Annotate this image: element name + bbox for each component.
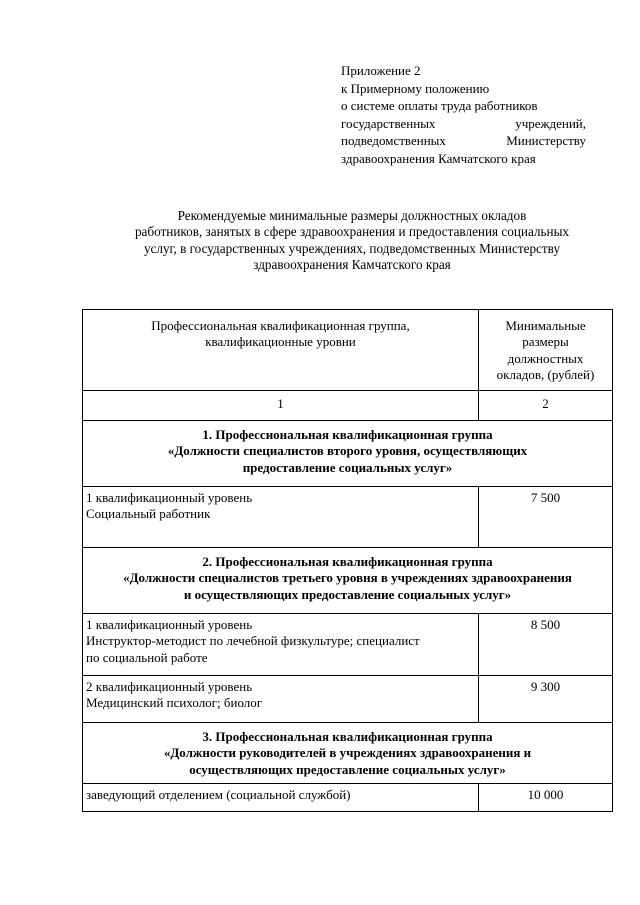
header-cell-salary [479,310,613,391]
title-line: Рекомендуемые минимальные размеры должностных окладов [177,208,527,223]
position-list: Медицинский психолог; биолог [86,695,263,711]
position-list: Социальный работник [86,506,211,522]
appendix-word: подведомственных [341,133,446,148]
header-text: Профессиональная квалификационная группа, [151,318,410,333]
group-heading-line: предоставление социальных услуг» [242,459,453,475]
header-text: окладов, (рублей) [496,366,595,382]
group-heading [83,421,613,487]
appendix-word: Министерству [506,133,586,148]
appendix-block [341,62,586,167]
group-heading [83,723,613,784]
level-label: 1 квалификационный уровень [86,617,253,632]
appendix-word: государственных [341,115,436,131]
salary-value: 8 500 [479,614,613,676]
level-cell [83,487,479,548]
column-number-row [83,391,613,421]
appendix-line: к Примерному положению [341,80,490,96]
level-label: заведующий отделением (социальной службой) [86,787,351,802]
table-row [83,614,613,676]
appendix-line [341,115,586,133]
title-line: здравоохранения Камчатского края [253,256,451,272]
salary-value: 7 500 [479,487,613,548]
level-cell [83,614,479,676]
group-heading-line: и осуществляющих предоставление социальных услуг» [183,586,512,602]
column-number: 2 [479,391,613,421]
header-cell-group [83,310,479,391]
appendix-line: о системе оплаты труда работников [341,98,538,113]
level-cell [83,676,479,723]
table-row [83,487,613,548]
level-label: 2 квалификационный уровень [86,679,253,694]
appendix-line [341,132,586,150]
title-line: работников, занятых в сфере здравоохранения и предоставления социальных [134,224,570,240]
appendix-line: здравоохранения Камчатского края [341,150,536,166]
column-number: 1 [83,391,479,421]
group-heading-line: 1. Профессиональная квалификационная группа [202,427,493,442]
salary-table [82,309,613,812]
group-heading-row [83,548,613,614]
level-cell [83,784,479,812]
group-heading-line: 3. Профессиональная квалификационная группа [202,729,493,744]
group-heading-line: «Должности специалистов второго уровня, осуществляющих [167,443,528,459]
salary-value: 10 000 [479,784,613,812]
group-heading-row [83,421,613,487]
title-line: услуг, в государственных учреждениях, подведомственных Министерству [143,240,561,256]
group-heading [83,548,613,614]
header-text: квалификационные уровни [205,334,356,350]
table-row [83,784,613,812]
group-heading-line: 2. Профессиональная квалификационная группа [202,554,493,569]
group-heading-line: «Должности специалистов третьего уровня в учреждениях здравоохранения [123,570,572,586]
table-row [83,676,613,723]
header-text: размеры [522,334,569,350]
level-label: 1 квалификационный уровень [86,490,253,505]
group-heading-row [83,723,613,784]
group-heading-line: осуществляющих предоставление социальных услуг» [189,761,506,777]
appendix-word: учреждений, [515,115,586,131]
table-header-row [83,310,613,391]
appendix-line: Приложение 2 [341,63,421,78]
header-text: должностных [507,350,584,366]
position-list: Инструктор-методист по лечебной физкультуре; специалист [86,633,420,649]
document-title [72,208,632,273]
group-heading-line: «Должности руководителей в учреждениях здравоохранения и [163,745,532,761]
position-list: по социальной работе [86,649,208,665]
salary-value: 9 300 [479,676,613,723]
header-text: Минимальные [505,318,586,333]
